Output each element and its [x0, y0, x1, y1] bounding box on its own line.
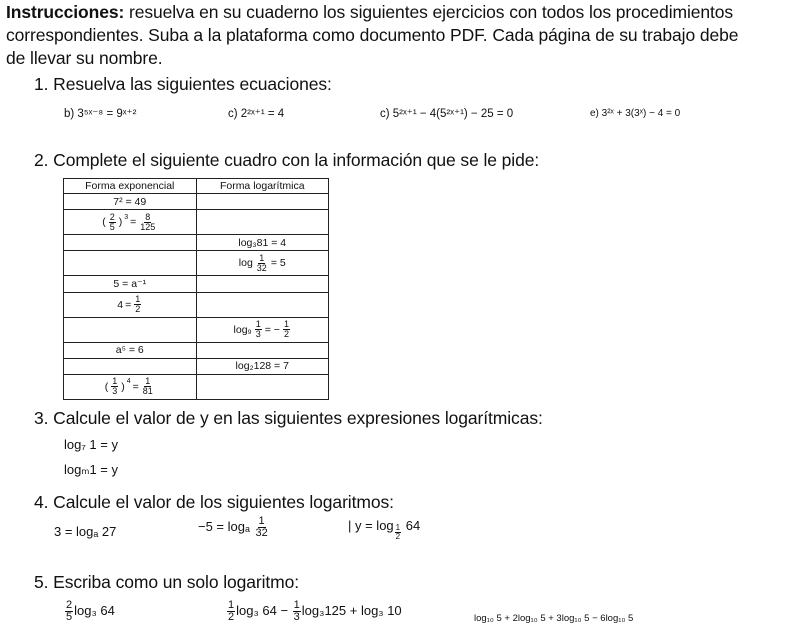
q5-b-num2: 1: [293, 599, 300, 611]
r6-base: 4: [117, 298, 124, 311]
r10-pow: 4: [126, 378, 131, 386]
r6-den: 2: [135, 304, 141, 315]
cell-r3-log: log₃81 = 4: [196, 235, 329, 251]
cell-r6-log: [196, 292, 329, 317]
r4-log: log: [238, 257, 253, 270]
cell-r10-log: [196, 374, 329, 399]
cell-r1-log: [196, 194, 329, 210]
cell-r8-exp: a⁵ = 6: [64, 342, 197, 358]
r4-den: 32: [256, 262, 267, 273]
r10-den: 81: [142, 386, 153, 397]
col-header-exponential: Forma exponencial: [64, 179, 197, 194]
q5-title: 5. Escriba como un solo logaritmo:: [34, 572, 300, 592]
q5-b-den: 2: [228, 611, 235, 623]
q5-a-den: 5: [66, 611, 73, 623]
q4-b-pre: −5 = logₐ: [198, 518, 250, 534]
col-header-logarithmic: Forma logarítmica: [196, 179, 329, 194]
cell-r1-exp: 7² = 49: [64, 194, 197, 210]
q4-c-pre: | y = log: [348, 518, 394, 533]
q4-c-den: 2: [395, 532, 401, 542]
r2-pow: 3: [124, 213, 129, 221]
cell-r9-exp: [64, 358, 197, 374]
instructions-line-1: [6, 2, 733, 23]
cell-r8-log: [196, 342, 329, 358]
q4-title: 4. Calcule el valor de los siguientes logaritmos:: [34, 492, 394, 512]
q4-b-num: 1: [258, 515, 265, 527]
r4-post: = 5: [270, 257, 286, 270]
r6-num: 1: [135, 294, 141, 305]
r7-num2: 1: [283, 319, 289, 330]
r7-eq: = −: [264, 323, 280, 336]
q5-b-den2: 3: [293, 611, 300, 623]
q4-c-num: 1: [395, 523, 401, 533]
r2-num: 8: [145, 211, 151, 222]
r7-den: 3: [255, 329, 261, 340]
r2-base-den: 5: [109, 221, 115, 232]
cell-r3-exp: [64, 235, 197, 251]
q3-title: 3. Calcule el valor de y en las siguientes expresiones logarítmicas:: [34, 408, 543, 428]
r7-den2: 2: [283, 329, 289, 340]
instructions-line-3: de llevar su nombre.: [6, 48, 163, 68]
r2-den: 125: [140, 221, 156, 232]
cell-r10-exp: ( $\frac{1}{3}$ ) 4 = $\frac{1}{81}$: [64, 374, 197, 399]
r10-base-den: 3: [112, 386, 118, 397]
q4-item-b: [198, 516, 270, 539]
q3-item-b: logₘ1 = y: [64, 462, 118, 477]
instructions-label: Instrucciones:: [6, 2, 125, 22]
r10-base-num: 1: [112, 376, 118, 387]
r10-num: 1: [145, 376, 151, 387]
q5-b-num: 1: [228, 599, 235, 611]
r7-num: 1: [255, 319, 261, 330]
cell-r4-log: [196, 251, 329, 276]
instructions-line-2: correspondientes. Suba a la plataforma como documento PDF. Cada página de su trabajo debe: [6, 25, 739, 45]
cell-r6-exp: 4 = $\frac{1}{2}$: [64, 292, 197, 317]
q4-item-c: [348, 518, 421, 542]
q5-a-num: 2: [66, 599, 73, 611]
cell-r5-exp: 5 = a⁻¹: [64, 276, 197, 292]
q5-b-mid: log₃ 64 −: [236, 602, 289, 618]
cell-r2-exp: ( $\frac{2}{5}$ ) 3 = $\frac{8}{125}$: [64, 210, 197, 235]
q5-item-a: [64, 600, 115, 623]
r2-base-num: 2: [109, 211, 115, 222]
q1-item-e: e) 3²ˣ + 3(3ˣ) − 4 = 0: [590, 108, 681, 119]
q1-item-c1: c) 2²ˣ⁺¹ = 4: [228, 108, 285, 120]
q1-item-c2: c) 5²ˣ⁺¹ − 4(5²ˣ⁺¹) − 25 = 0: [380, 108, 514, 120]
instructions-text-1: resuelva en su cuaderno los siguientes ejercicios con todos los procedimientos: [128, 2, 734, 22]
q3-item-a: log₇ 1 = y: [64, 437, 118, 452]
q1-title: 1. Resuelva las siguientes ecuaciones:: [34, 74, 332, 94]
q5-item-b: [226, 600, 402, 623]
cell-r7-exp: [64, 317, 197, 342]
q5-item-c: log₁₀ 5 + 2log₁₀ 5 + 3log₁₀ 5 − 6log₁₀ 5: [474, 613, 634, 624]
q4-b-den: 32: [255, 527, 268, 539]
cell-r7-log: [196, 317, 329, 342]
log-table: [63, 178, 329, 400]
q2-title: 2. Complete el siguiente cuadro con la información que se le pide:: [34, 150, 540, 170]
q1-item-b: b) 3⁵ˣ⁻⁸ = 9ˣ⁺²: [64, 108, 137, 120]
q4-c-post: 64: [405, 518, 421, 533]
r7-log: log₉: [233, 323, 252, 336]
q5-b-post: log₃125 + log₃ 10: [301, 602, 402, 618]
cell-r2-log: [196, 210, 329, 235]
cell-r9-log: log₂128 = 7: [196, 358, 329, 374]
r4-num: 1: [259, 252, 265, 263]
cell-r5-log: [196, 276, 329, 292]
q4-item-a: 3 = logₐ 27: [54, 524, 117, 539]
q5-a-post: log₃ 64: [74, 602, 115, 618]
cell-r4-exp: [64, 251, 197, 276]
